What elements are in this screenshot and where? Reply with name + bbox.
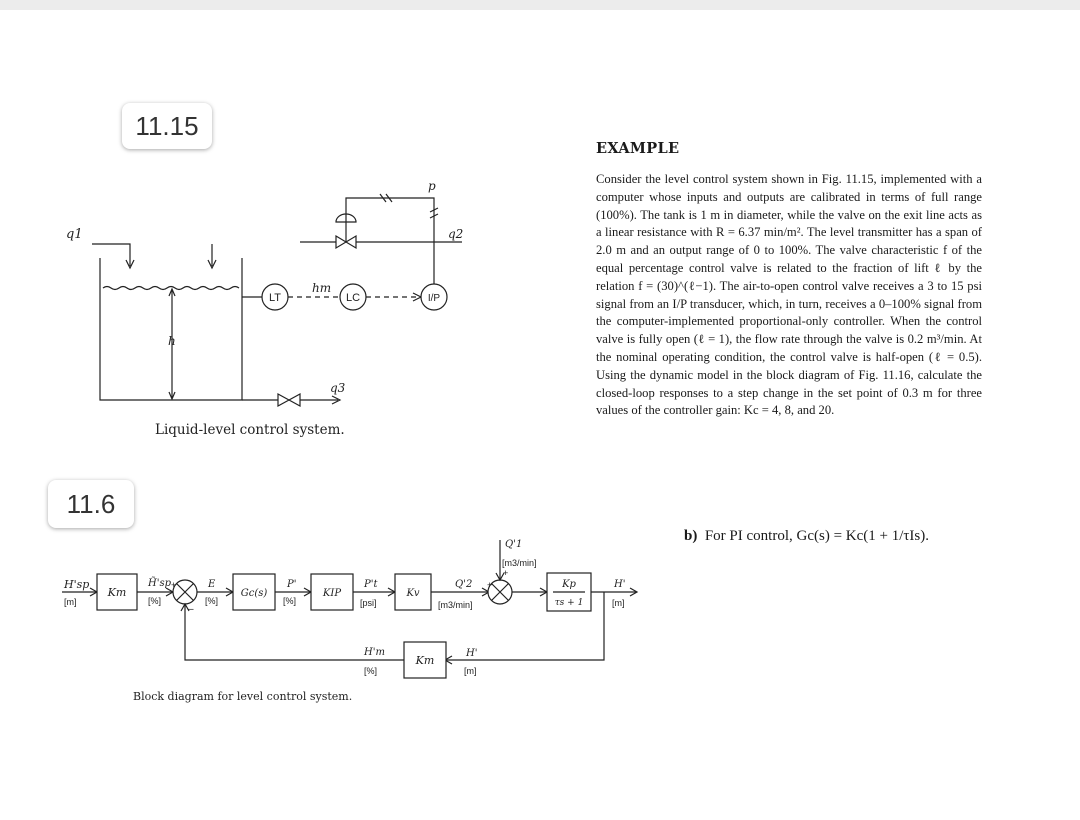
km2-label: Km xyxy=(415,654,435,667)
kp-numerator: Kp xyxy=(562,579,576,590)
sign-plus-1: + xyxy=(171,580,177,590)
label-p: p xyxy=(428,179,436,193)
label-lt: LT xyxy=(268,292,282,304)
unit-psi: [psi] xyxy=(360,598,377,608)
km1-label: Km xyxy=(107,586,127,599)
sign-plus-2: + xyxy=(487,580,493,590)
sig-h-fb: H' xyxy=(466,648,478,659)
pneumatic-line xyxy=(346,198,434,284)
label-q3: q3 xyxy=(330,381,346,395)
example-paragraph: Consider the level control system shown in Fig. 11.15, implemented with a computer whose inputs and outputs are calibrated in terms of full range (100%). The tank is 1 m in diameter, while the valve on the exit line acts as a linear resistance with R = 6.37 min/m². The level transmitter has a span of 2.0 m and an output range of 0 to 100%. The valve characteristic f of the equal percentage control valve is related to the fraction of lift ℓ by the relation f = (30)^(ℓ−1). The air-to-open control valve receives a 3 to 15 psi signal from an I/P transducer, which, in turn, receives a 0–100% signal from the computer-implemented proportional-only controller. When the control valve is fully open (ℓ = 1), the flow rate through the valve is 0.2 m³/min. At the nominal operating condition, the control valve is half-open (ℓ = 0.5). Using the dynamic model in the block diagram of Fig. 11.16, calculate the closed-loop responses to a step change in the set point of 0.3 m for three values of the controller gain: Kc = 4, 8, and 20. xyxy=(596,172,982,418)
unit-m3min-1: [m3/min] xyxy=(502,558,537,568)
unit-pct2: [%] xyxy=(205,596,219,606)
gc-label: Gc(s) xyxy=(240,588,268,599)
sig-q1: Q'1 xyxy=(505,539,523,550)
figure-number-badge: 11.6 xyxy=(48,480,134,528)
label-q1: q1 xyxy=(66,227,83,242)
sig-hsp-tilde: H̃'sp xyxy=(148,578,172,589)
unit-m-in: [m] xyxy=(64,597,77,607)
sig-hsp: H'sp xyxy=(64,578,90,591)
example-heading: EXAMPLE xyxy=(596,140,680,157)
outlet-valve xyxy=(278,394,300,406)
unit-pct1: [%] xyxy=(148,596,162,606)
label-q2: q2 xyxy=(448,227,464,241)
label-ip: I/P xyxy=(427,293,441,304)
unit-pct4: [%] xyxy=(364,666,378,676)
label-h: h xyxy=(168,334,176,348)
sig-e: E xyxy=(208,579,216,590)
sig-q2: Q'2 xyxy=(455,579,473,590)
part-b-text: For PI control, Gc(s) = Kc(1 + 1/τIs). xyxy=(704,528,930,544)
part-b-label: b) xyxy=(684,528,698,544)
label-lc: LC xyxy=(345,292,361,304)
unit-pct3: [%] xyxy=(283,596,297,606)
figure-number-badge: 11.15 xyxy=(122,103,212,149)
unit-m3min-2: [m3/min] xyxy=(438,600,473,610)
caption-1115: Liquid-level control system. xyxy=(155,422,345,438)
unit-m-out: [m] xyxy=(612,598,625,608)
sig-h-out: H' xyxy=(614,579,626,590)
part-b-question xyxy=(684,528,929,545)
sign-plus-3: + xyxy=(503,568,509,578)
inlet-pipe xyxy=(92,244,130,266)
sig-p: P' xyxy=(287,579,297,590)
caption-116: Block diagram for level control system. xyxy=(133,690,353,703)
sig-pt: P't xyxy=(364,579,378,590)
label-hm: hm xyxy=(312,281,332,295)
liquid-surface xyxy=(103,287,239,290)
sig-hm: H'm xyxy=(364,647,385,658)
block-diagram xyxy=(62,539,637,703)
kv-label: Kv xyxy=(406,588,420,599)
sign-minus-1: – xyxy=(188,604,194,615)
liquid-level-figure xyxy=(66,179,463,438)
tank-outline xyxy=(100,258,242,400)
kp-denominator: τs + 1 xyxy=(554,598,584,608)
kip-label: KIP xyxy=(322,588,342,599)
unit-m-fb: [m] xyxy=(464,666,477,676)
